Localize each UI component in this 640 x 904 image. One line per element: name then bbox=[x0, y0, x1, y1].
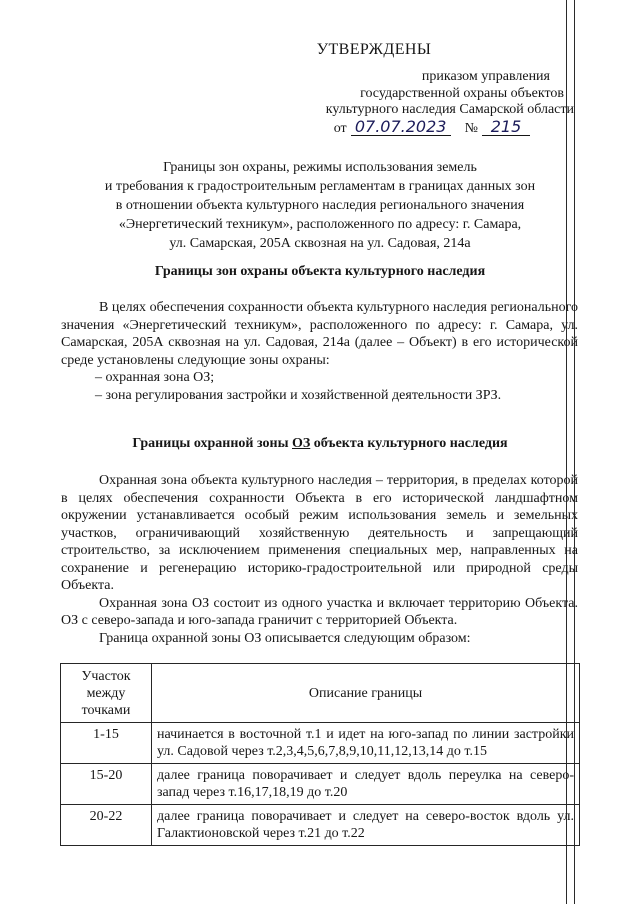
approval-line: приказом управления bbox=[421, 69, 550, 84]
description-cell: начинается в восточной т.1 и идет на юго-запад по линии застройки ул. Садовой через т.2,3,4,5,6,7,8,9,10,11,12,13,14 до т.15 bbox=[152, 723, 580, 764]
number-label: № bbox=[464, 120, 478, 136]
document-title-line: Границы зон охраны, режимы использования земель bbox=[163, 160, 477, 175]
document-title-line: и требования к градостроительным регламентам в границах данных зон bbox=[104, 179, 536, 194]
section-oz-body bbox=[61, 472, 578, 647]
paragraph: Граница охранной зоны ОЗ описывается следующим образом: bbox=[99, 630, 471, 646]
document-title-line: в отношении объекта культурного наследия регионального значения bbox=[115, 198, 525, 213]
section-heading-text: Границы охранной зоны bbox=[132, 436, 292, 451]
table-row bbox=[61, 764, 580, 805]
segment-cell: 1-15 bbox=[61, 723, 152, 764]
handwritten-date: 07.07.2023 bbox=[351, 119, 451, 136]
table-row bbox=[61, 805, 580, 846]
section-heading-abbr: ОЗ bbox=[292, 436, 311, 451]
document-title-line: ул. Самарская, 205А сквозная на ул. Садовая, 214а bbox=[169, 236, 471, 251]
paragraph: Охранная зона объекта культурного наследия – территория, в пределах которой в целях обеспечения сохранности Объекта в его исторической ландшафтном окружении устанавливается особый режим использования земель и земельных участков, ограничивающий хозяйственную деятельность и запрещающий строительство, за исключением применения специальных мер, направленных на сохранение и регенерацию историко-градостроительной или природной среды Объекта. bbox=[61, 473, 578, 593]
paragraph: В целях обеспечения сохранности объекта культурного наследия регионального значения «Энергетический техникум», расположенного по адресу: г. Самара, ул. Самарская, 205А сквозная на ул. Садовая, 214а (далее – Объект) в его исторической среде установлены следующие зоны охраны: bbox=[61, 300, 578, 368]
approval-title: УТВЕРЖДЕНЫ bbox=[316, 41, 432, 58]
section-heading-oz bbox=[60, 436, 580, 452]
date-label: от bbox=[333, 120, 347, 136]
table-row bbox=[61, 723, 580, 764]
section-heading-text: объекта культурного наследия bbox=[310, 436, 508, 451]
table-header-segment: Участок между точками bbox=[61, 664, 152, 723]
section-heading-zones: Границы зон охраны объекта культурного наследия bbox=[154, 264, 486, 279]
approval-block bbox=[274, 42, 574, 137]
section-zones-body bbox=[61, 299, 578, 404]
document-title bbox=[80, 158, 560, 253]
description-cell: далее граница поворачивает и следует на северо-восток вдоль ул. Галактионовской через т.21 до т.22 bbox=[152, 805, 580, 846]
document-title-line: «Энергетический техникум», расположенного по адресу: г. Самара, bbox=[118, 217, 522, 232]
description-cell: далее граница поворачивает и следует вдоль переулка на северо-запад через т.16,17,18,19 до т.20 bbox=[152, 764, 580, 805]
approval-line: государственной охраны объектов bbox=[360, 85, 564, 101]
approval-line: культурного наследия Самарской области bbox=[325, 102, 574, 117]
segment-cell: 20-22 bbox=[61, 805, 152, 846]
boundary-table bbox=[60, 663, 580, 846]
list-item: – зона регулирования застройки и хозяйственной деятельности ЗРЗ. bbox=[95, 387, 502, 403]
list-item: – охранная зона ОЗ; bbox=[95, 370, 215, 385]
segment-cell: 15-20 bbox=[61, 764, 152, 805]
table-header-description: Описание границы bbox=[152, 664, 580, 723]
paragraph: Охранная зона ОЗ состоит из одного участка и включает территорию Объекта. ОЗ с северо-запада и юго-запада граничит с территорией Объекта. bbox=[61, 595, 578, 628]
handwritten-number: 215 bbox=[482, 119, 530, 136]
table-header-row bbox=[61, 664, 580, 723]
order-reference bbox=[274, 116, 574, 138]
